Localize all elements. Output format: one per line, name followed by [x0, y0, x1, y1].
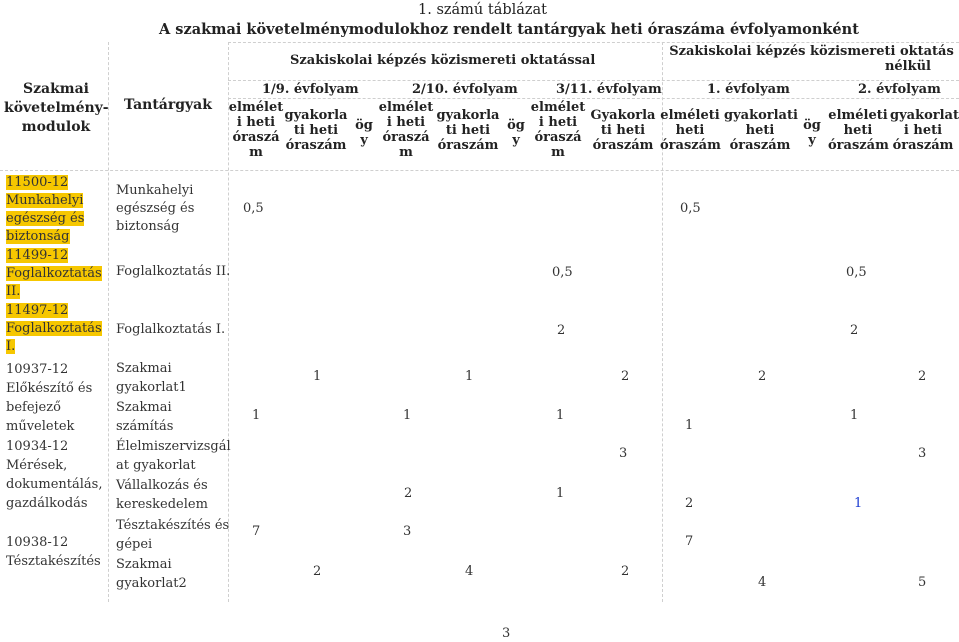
value-cell: 0,5 [243, 201, 264, 216]
module-cell: 11500-12 Munkahelyi egészség és biztonság [6, 175, 85, 244]
value-cell: 2 [313, 564, 322, 579]
module-cell: 11497-12 Foglalkoztatás I. [6, 303, 102, 354]
subheader-elmeleti: elmélet i heti óraszá m [228, 100, 284, 160]
value-cell: 2 [404, 486, 413, 501]
value-cell: 1 [313, 369, 322, 384]
subheader-osszesen: ög y [507, 118, 525, 148]
value-cell: 1 [556, 486, 565, 501]
modules-header: Szakmai követelmény- modulok [4, 81, 109, 135]
value-cell: 0,5 [680, 201, 701, 216]
module-cell: 10937-12 Előkészítő és befejező műveletek [6, 362, 93, 434]
subject-cell: Foglalkoztatás II. [116, 264, 231, 279]
subheader-osszesen: ög y [803, 118, 821, 148]
subject-cell: Tésztakészítés és gépei [116, 518, 230, 552]
subject-cell: Szakmai gyakorlat1 [116, 361, 187, 395]
table-title: A szakmai követelménymodulokhoz rendelt tantárgyak heti óraszáma évfolyamonként [159, 21, 859, 38]
value-cell: 2 [557, 323, 566, 338]
value-cell: 2 [758, 369, 767, 384]
group-header-with: Szakiskolai képzés közismereti oktatással [290, 53, 596, 68]
subheader-elmeleti: elméleti heti óraszám [660, 108, 721, 153]
group-header-without-line1: Szakiskolai képzés közismereti oktatás [669, 44, 954, 59]
subheader-osszesen: ög y [355, 118, 373, 148]
value-cell: 1 [685, 418, 694, 433]
value-cell: 3 [918, 446, 927, 461]
value-cell: 1 [556, 408, 565, 423]
value-cell: 3 [619, 446, 628, 461]
subject-cell: Vállalkozás és kereskedelem [116, 478, 208, 512]
value-cell: 2 [621, 369, 630, 384]
value-cell: 2 [621, 564, 630, 579]
value-cell: 4 [465, 564, 474, 579]
table-caption: 1. számú táblázat [418, 2, 548, 18]
value-cell: 5 [918, 575, 927, 590]
value-cell: 2 [685, 496, 694, 511]
subjects-header: Tantárgyak [124, 97, 212, 113]
value-cell: 4 [758, 575, 767, 590]
subheader-gyakorlati: Gyakorla ti heti óraszám [590, 108, 656, 153]
year-header-3-11: 3/11. évfolyam [556, 82, 662, 97]
value-cell: 7 [685, 534, 694, 549]
value-cell: 0,5 [552, 265, 573, 280]
subheader-gyakorlati: gyakorlat i heti óraszám [890, 108, 959, 153]
subject-cell: Szakmai számítás [116, 400, 174, 434]
subheader-gyakorlati: gyakorla ti heti óraszám [284, 108, 348, 153]
group-header-without [664, 44, 959, 74]
module-cell: 11499-12 Foglalkoztatás II. [6, 248, 102, 299]
subheader-elmeleti: elméleti heti óraszám [828, 108, 889, 153]
value-cell: 0,5 [846, 265, 867, 280]
value-cell: 1 [465, 369, 474, 384]
module-cell: 10934-12 Mérések, dokumentálás, gazdálkodás [6, 439, 103, 511]
value-cell: 1 [252, 408, 261, 423]
value-cell: 2 [850, 323, 859, 338]
value-cell: 3 [403, 524, 412, 539]
year-header-1: 1. évfolyam [707, 82, 790, 97]
page-number: 3 [502, 626, 511, 641]
value-cell: 7 [252, 524, 261, 539]
subject-cell: Foglalkoztatás I. [116, 322, 226, 337]
value-cell: 1 [403, 408, 412, 423]
subject-cell: Munkahelyi egészség és biztonság [116, 183, 195, 234]
subject-cell: Élelmiszervizsgál at gyakorlat [116, 439, 231, 473]
subject-cell: Szakmai gyakorlat2 [116, 557, 187, 591]
group-header-without-line2: nélkül [884, 59, 931, 74]
year-header-2-10: 2/10. évfolyam [412, 82, 518, 97]
value-cell: 1 [854, 496, 863, 511]
subheader-elmeleti: elmélet i heti óraszá m [378, 100, 434, 160]
subheader-gyakorlati: gyakorlati heti óraszám [724, 108, 798, 153]
value-cell: 2 [918, 369, 927, 384]
subheader-elmeleti: elmélet i heti óraszá m [530, 100, 586, 160]
value-cell: 1 [850, 408, 859, 423]
module-cell: 10938-12 Tésztakészítés [6, 535, 101, 569]
year-header-1-9: 1/9. évfolyam [262, 82, 359, 97]
year-header-2: 2. évfolyam [858, 82, 941, 97]
subheader-gyakorlati: gyakorla ti heti óraszám [436, 108, 500, 153]
